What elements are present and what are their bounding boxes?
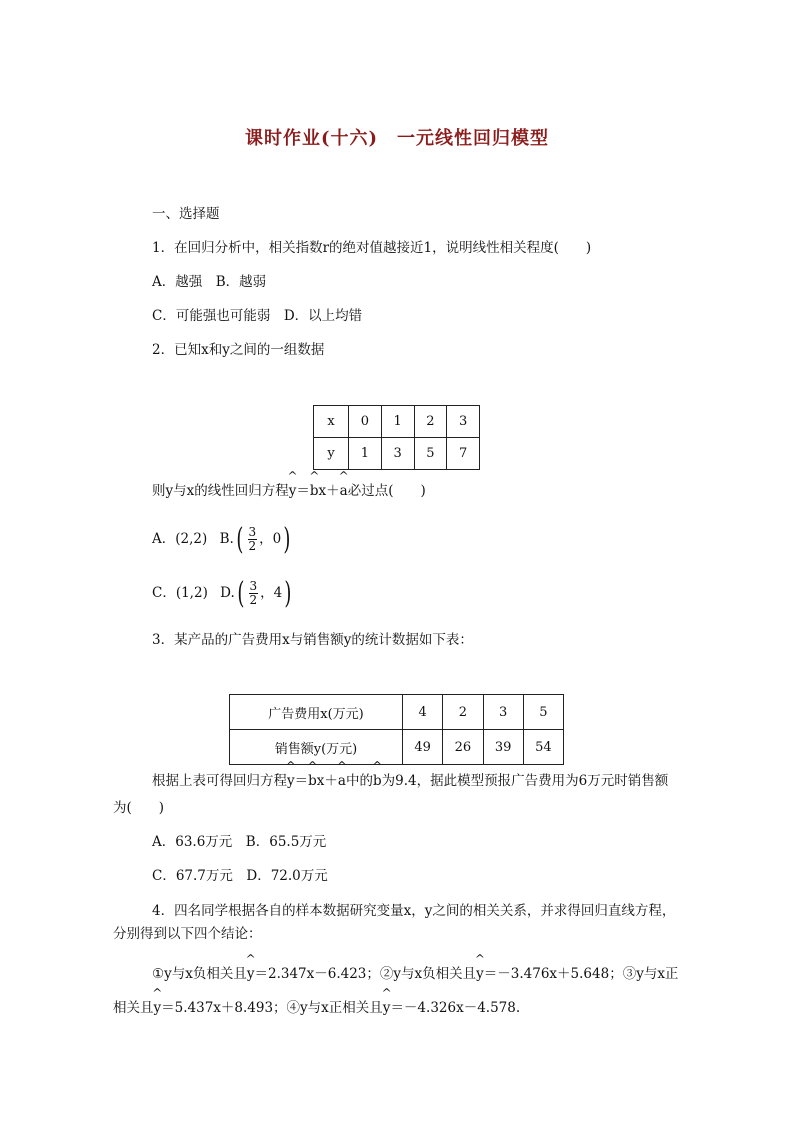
option-d-label: D. <box>220 585 235 601</box>
question-2-ask <box>152 481 426 501</box>
question-1-stem: 1．在回归分析中，相关指数r的绝对值越接近1，说明线性相关程度( ) <box>152 240 592 256</box>
table-cell: 3 <box>483 695 523 730</box>
question-2-options-cd: C．(1,2) D.( $\frac{3}{2}$ ，4) <box>152 575 292 611</box>
table-cell: 3 <box>381 438 414 470</box>
question-1-options-cd: C．可能强也可能弱 D．以上均错 <box>152 308 363 324</box>
text-span: ＝－4.326x－4.578. <box>390 1000 521 1016</box>
table-cell: 39 <box>483 730 523 765</box>
question-3-options-ab: A．63.6万元 B．65.5万元 <box>152 834 327 850</box>
option-c: C．(1,2) <box>152 585 208 601</box>
text-span: ＝ <box>294 773 309 789</box>
fraction-numerator: 3 <box>248 525 257 539</box>
question-4-line-4 <box>113 998 520 1018</box>
text-span: ＝ <box>296 483 310 499</box>
question-3-line-2: 为( ) <box>113 800 165 816</box>
fraction-denominator: 2 <box>249 593 258 607</box>
table-cell: y <box>314 438 349 470</box>
y-hat: ^ y <box>476 964 484 984</box>
y-hat: ^ y <box>247 964 255 984</box>
a-hat: ^ a <box>338 771 346 791</box>
question-3-line-1 <box>152 771 668 791</box>
table-cell: 0 <box>349 406 382 438</box>
text-span: 为9.4，据此模型预报广告费用为6万元时销售额 <box>381 773 669 789</box>
b-hat: ^ b <box>308 771 317 791</box>
text-span: x＋ <box>318 483 340 499</box>
table-cell: 26 <box>443 730 483 765</box>
y-hat: ^ y <box>289 481 297 501</box>
question-4-line-3 <box>152 964 678 984</box>
table-row <box>230 695 564 730</box>
table-cell: 2 <box>414 406 447 438</box>
table-cell: 54 <box>523 730 563 765</box>
text-span: x＋ <box>316 773 338 789</box>
text-span: 根据上表可得回归方程 <box>152 773 287 789</box>
y-hat: ^ y <box>383 998 391 1018</box>
table-cell: 4 <box>403 695 443 730</box>
text-span: 相关且 <box>113 1000 154 1016</box>
fraction <box>249 580 259 607</box>
question-1-options-ab: A．越强 B．越弱 <box>152 274 267 290</box>
section-heading: 一、选择题 <box>152 206 220 222</box>
y-hat: ^ y <box>154 998 162 1018</box>
text-span: ＝5.437x＋8.493；④y与x正相关且 <box>161 1000 383 1016</box>
table-cell: 1 <box>381 406 414 438</box>
text-span: ①y与x负相关且 <box>152 966 247 982</box>
text-span: ＝－3.476x＋5.648；③y与x正 <box>483 966 679 982</box>
fraction-numerator: 3 <box>249 579 258 593</box>
question-2-options-ab: A．(2,2) B.( $\frac{3}{2}$ ，0) <box>152 521 291 557</box>
b-hat: ^ b <box>373 771 382 791</box>
text-span: 中的 <box>345 773 373 789</box>
table-cell: 1 <box>349 438 382 470</box>
table-cell: 广告费用x(万元) <box>230 695 403 730</box>
text-span: ＝2.347x－6.423；②y与x负相关且 <box>254 966 477 982</box>
text-span: 必过点( ) <box>347 483 426 499</box>
option-b-label: B. <box>219 531 234 547</box>
fraction <box>248 526 258 553</box>
table-cell: 销售额y(万元) <box>230 730 403 765</box>
fraction-denominator: 2 <box>248 539 257 553</box>
y-hat: ^ y <box>287 771 295 791</box>
table-cell: 2 <box>443 695 483 730</box>
table-cell: 7 <box>447 438 480 470</box>
table-row <box>314 438 480 470</box>
option-a: A．(2,2) <box>152 531 208 547</box>
question-2-stem: 2．已知x和y之间的一组数据 <box>152 342 325 358</box>
question-3-data-table <box>229 694 564 765</box>
page-title: 课时作业(十六) 一元线性回归模型 <box>244 128 550 149</box>
table-cell: 3 <box>447 406 480 438</box>
table-cell: x <box>314 406 349 438</box>
table-row <box>314 406 480 438</box>
b-hat: ^ b <box>310 481 319 501</box>
table-row <box>230 730 564 765</box>
question-2-data-table <box>313 405 480 470</box>
question-4-line-2: 分别得到以下四个结论： <box>113 926 262 942</box>
question-3-stem: 3．某产品的广告费用x与销售额y的统计数据如下表： <box>152 632 473 648</box>
option-b-rest: ，0 <box>259 531 282 547</box>
a-hat: ^ a <box>340 481 348 501</box>
option-d-rest: ，4 <box>260 585 283 601</box>
question-4-line-1: 4．四名同学根据各自的样本数据研究变量x，y之间的相关关系，并求得回归直线方程， <box>152 903 676 919</box>
text-span: 则y与x的线性回归方程 <box>152 483 289 499</box>
table-cell: 5 <box>523 695 563 730</box>
table-cell: 49 <box>403 730 443 765</box>
question-3-options-cd: C．67.7万元 D．72.0万元 <box>152 868 328 884</box>
table-cell: 5 <box>414 438 447 470</box>
